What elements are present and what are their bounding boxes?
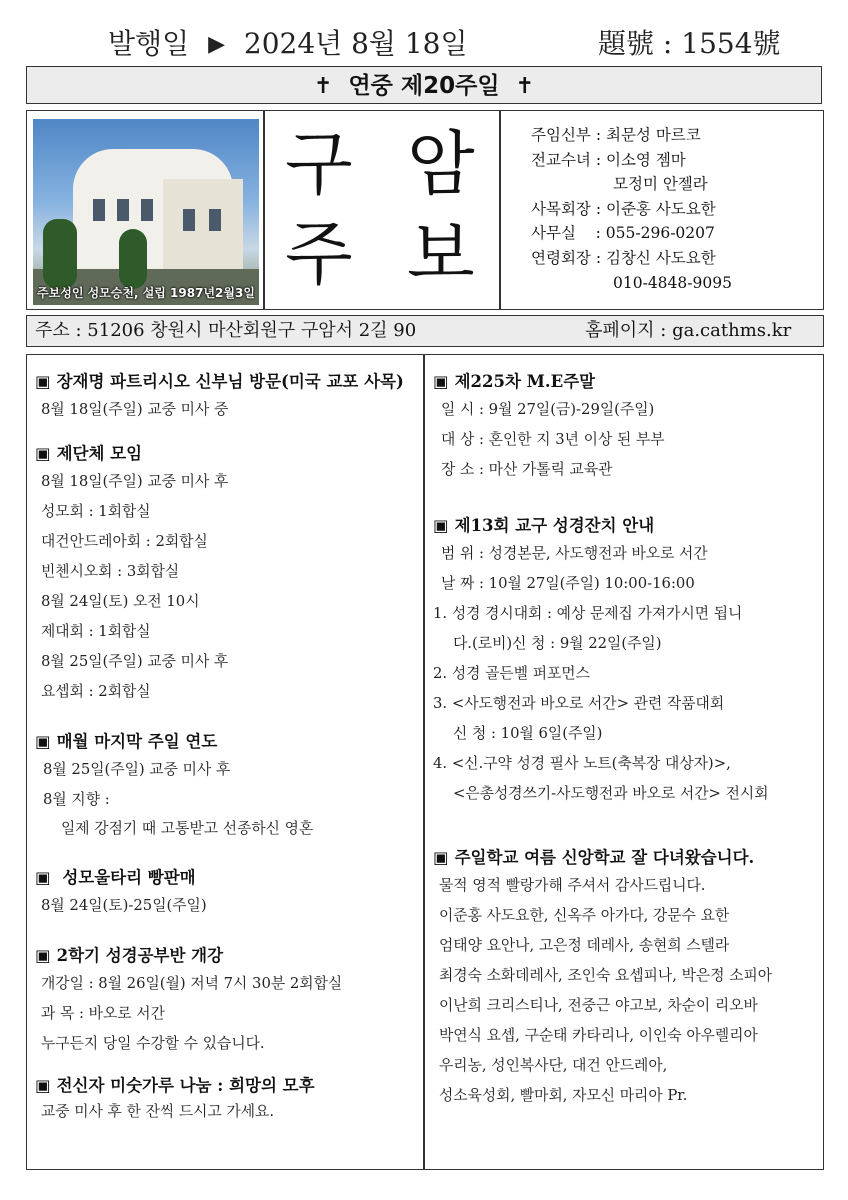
section-heading: ▣ 제225차 M.E주말 [433,372,596,391]
divider [499,111,501,309]
issue-header [0,22,848,62]
notice-bible-festival [433,513,769,809]
section-line: 요셉회 : 2회합실 [41,683,151,700]
number-label: 題號 [598,27,655,60]
section-line: 빈첸시오회 : 3회합실 [41,563,180,580]
section-line: 8월 18일(주일) 교중 미사 후 [41,473,229,490]
section-line: 개강일 : 8월 26일(월) 저녁 7시 30분 2회합실 [41,975,343,992]
section-heading: ▣ 전신자 미숫가루 나눔 : 희망의 모후 [35,1076,315,1095]
section-line: 8월 25일(주일) 교중 미사 후 [43,761,231,778]
title-char-3: 주 [285,213,353,295]
section-line: 장 소 : 마산 가톨릭 교육관 [441,461,613,478]
section-line: 누구든지 당일 수강할 수 있습니다. [41,1035,265,1052]
section-heading: ▣ 2학기 성경공부반 개강 [35,946,224,965]
issue-label: 발행일 [108,27,190,60]
section-heading: ▣ 매월 마지막 주일 연도 [35,732,218,751]
section-line: 대건안드레아회 : 2회합실 [41,533,208,550]
column-divider [423,355,425,1169]
section-line: 3. <사도행전과 바오로 서간> 관련 작품대회 [433,695,725,712]
issue-date-block [108,22,468,62]
section-line: 8월 18일(주일) 교중 미사 중 [41,401,229,418]
notice-visit [35,369,404,425]
title-char-4: 보 [407,213,475,295]
notice-group-meetings [35,441,228,707]
section-line: 박연식 요셉, 구순태 카타리나, 이인숙 아우렐리아 [439,1027,758,1044]
window [93,199,105,221]
address: 주소 : 51206 창원시 마산회원구 구암서 2길 90 [35,320,417,341]
section-line: 4. <신.구약 성경 필사 노트(축복장 대상자)>, [433,755,731,772]
section-line: 다.(로비)신 청 : 9월 22일(주일) [453,635,662,652]
sunday-banner [26,66,822,104]
section-heading: ▣ 주일학교 여름 신앙학교 잘 다녀왔습니다. [433,848,755,867]
section-line: 8월 25일(주일) 교중 미사 후 [41,653,229,670]
section-heading: ▣ 성모울타리 빵판매 [35,868,196,887]
notice-yeondo [35,729,313,844]
section-line: 이준홍 사도요한, 신옥주 아가다, 강문수 요한 [439,907,730,924]
section-line: 범 위 : 성경본문, 사도행전과 바오로 서간 [441,545,708,562]
window [141,199,153,221]
window [183,209,195,231]
staff-list [531,123,732,295]
section-heading: ▣ 제13회 교구 성경잔치 안내 [433,516,655,535]
homepage: 홈페이지 : ga.cathms.kr [585,320,792,341]
staff-row: 주임신부 : 최문성 마르코 [531,126,701,144]
notice-misutgaru [35,1073,315,1125]
staff-row: 사목회장 : 이준홍 사도요한 [531,199,716,218]
section-line: 2. 성경 골든벨 퍼포먼스 [433,665,590,682]
section-line: 물적 영적 빨랑가해 주셔서 감사드립니다. [439,877,706,894]
window [117,199,129,221]
staff-row: 사무실 : 055-296-0207 [531,224,715,243]
title-char-2: 암 [407,123,475,205]
notice-bible-study [35,943,342,1059]
section-line: 최경숙 소화데레사, 조인숙 요셉피나, 박은정 소피아 [439,967,773,984]
staff-row: 010-4848-9095 [613,273,732,292]
section-line: 교중 미사 후 한 잔씩 드시고 가세요. [41,1103,275,1120]
tree [43,219,77,289]
section-line: 8월 지향 : [43,790,110,808]
section-line: 엄태양 요안나, 고은정 데레사, 송현희 스텔라 [439,937,730,954]
window [209,209,221,231]
section-line: 1. 성경 경시대회 : 예상 문제집 가져가시면 됩니 [433,605,743,622]
staff-row: 전교수녀 : 이소영 젬마 [531,150,686,169]
section-line: 성소육성회, 빨마회, 자모신 마리아 Pr. [439,1087,688,1104]
section-line: 일 시 : 9월 27일(금)-29일(주일) [441,401,655,418]
section-line: 8월 24일(토)-25일(주일) [41,897,207,914]
arrow-right-icon: ▶ [208,32,225,57]
section-line: 이난희 크리스티나, 전중근 야고보, 차순이 리오바 [439,997,758,1014]
section-line: 과 목 : 바오로 서간 [41,1005,165,1022]
issue-number-block: 題號 : 1554號 [598,27,781,60]
section-line: 신 청 : 10월 6일(주일) [453,725,603,742]
section-line: 날 짜 : 10월 27일(주일) 10:00-16:00 [441,575,695,592]
section-line: 우리농, 성인복사단, 대건 안드레아, [439,1057,668,1074]
section-heading: ▣ 장재명 파트리시오 신부님 방문(미국 교포 사목) [35,372,404,391]
title-char-1: 구 [285,123,353,205]
church-wing [163,179,243,269]
section-line: 대 상 : 혼인한 지 3년 이상 된 부부 [441,431,665,448]
content-area [26,354,824,1170]
divider [263,111,265,309]
notice-summer-school [433,845,772,1111]
address-bar [26,315,824,347]
section-line: 일제 강점기 때 고통받고 선종하신 영혼 [61,820,314,838]
notice-me-weekend [433,369,665,485]
issue-date: 2024년 8월 18일 [243,27,468,60]
tree [119,229,147,289]
homepage-link[interactable]: ga.cathms.kr [672,320,792,341]
banner-title: 연중 제20주일 [348,73,500,99]
section-line: 8월 24일(토) 오전 10시 [41,593,200,610]
section-line: <은총성경쓰기-사도행전과 바오로 서간> 전시회 [453,785,769,802]
staff-row: 모정미 안젤라 [613,175,708,194]
notice-bread-sale [35,865,207,921]
section-line: 제대회 : 1회합실 [41,623,151,640]
photo-caption: 주보성인 성모승천, 설립 1987년2월3일 [37,286,255,300]
section-heading: ▣ 제단체 모임 [35,444,143,463]
masthead [26,110,824,310]
number-value: 1554號 [681,27,781,60]
cross-icon: ✝ [515,74,534,99]
church-photo [33,119,259,305]
section-line: 성모회 : 1회합실 [41,503,151,520]
staff-row: 연령회장 : 김창신 사도요한 [531,248,716,267]
cross-icon: ✝ [313,74,333,99]
